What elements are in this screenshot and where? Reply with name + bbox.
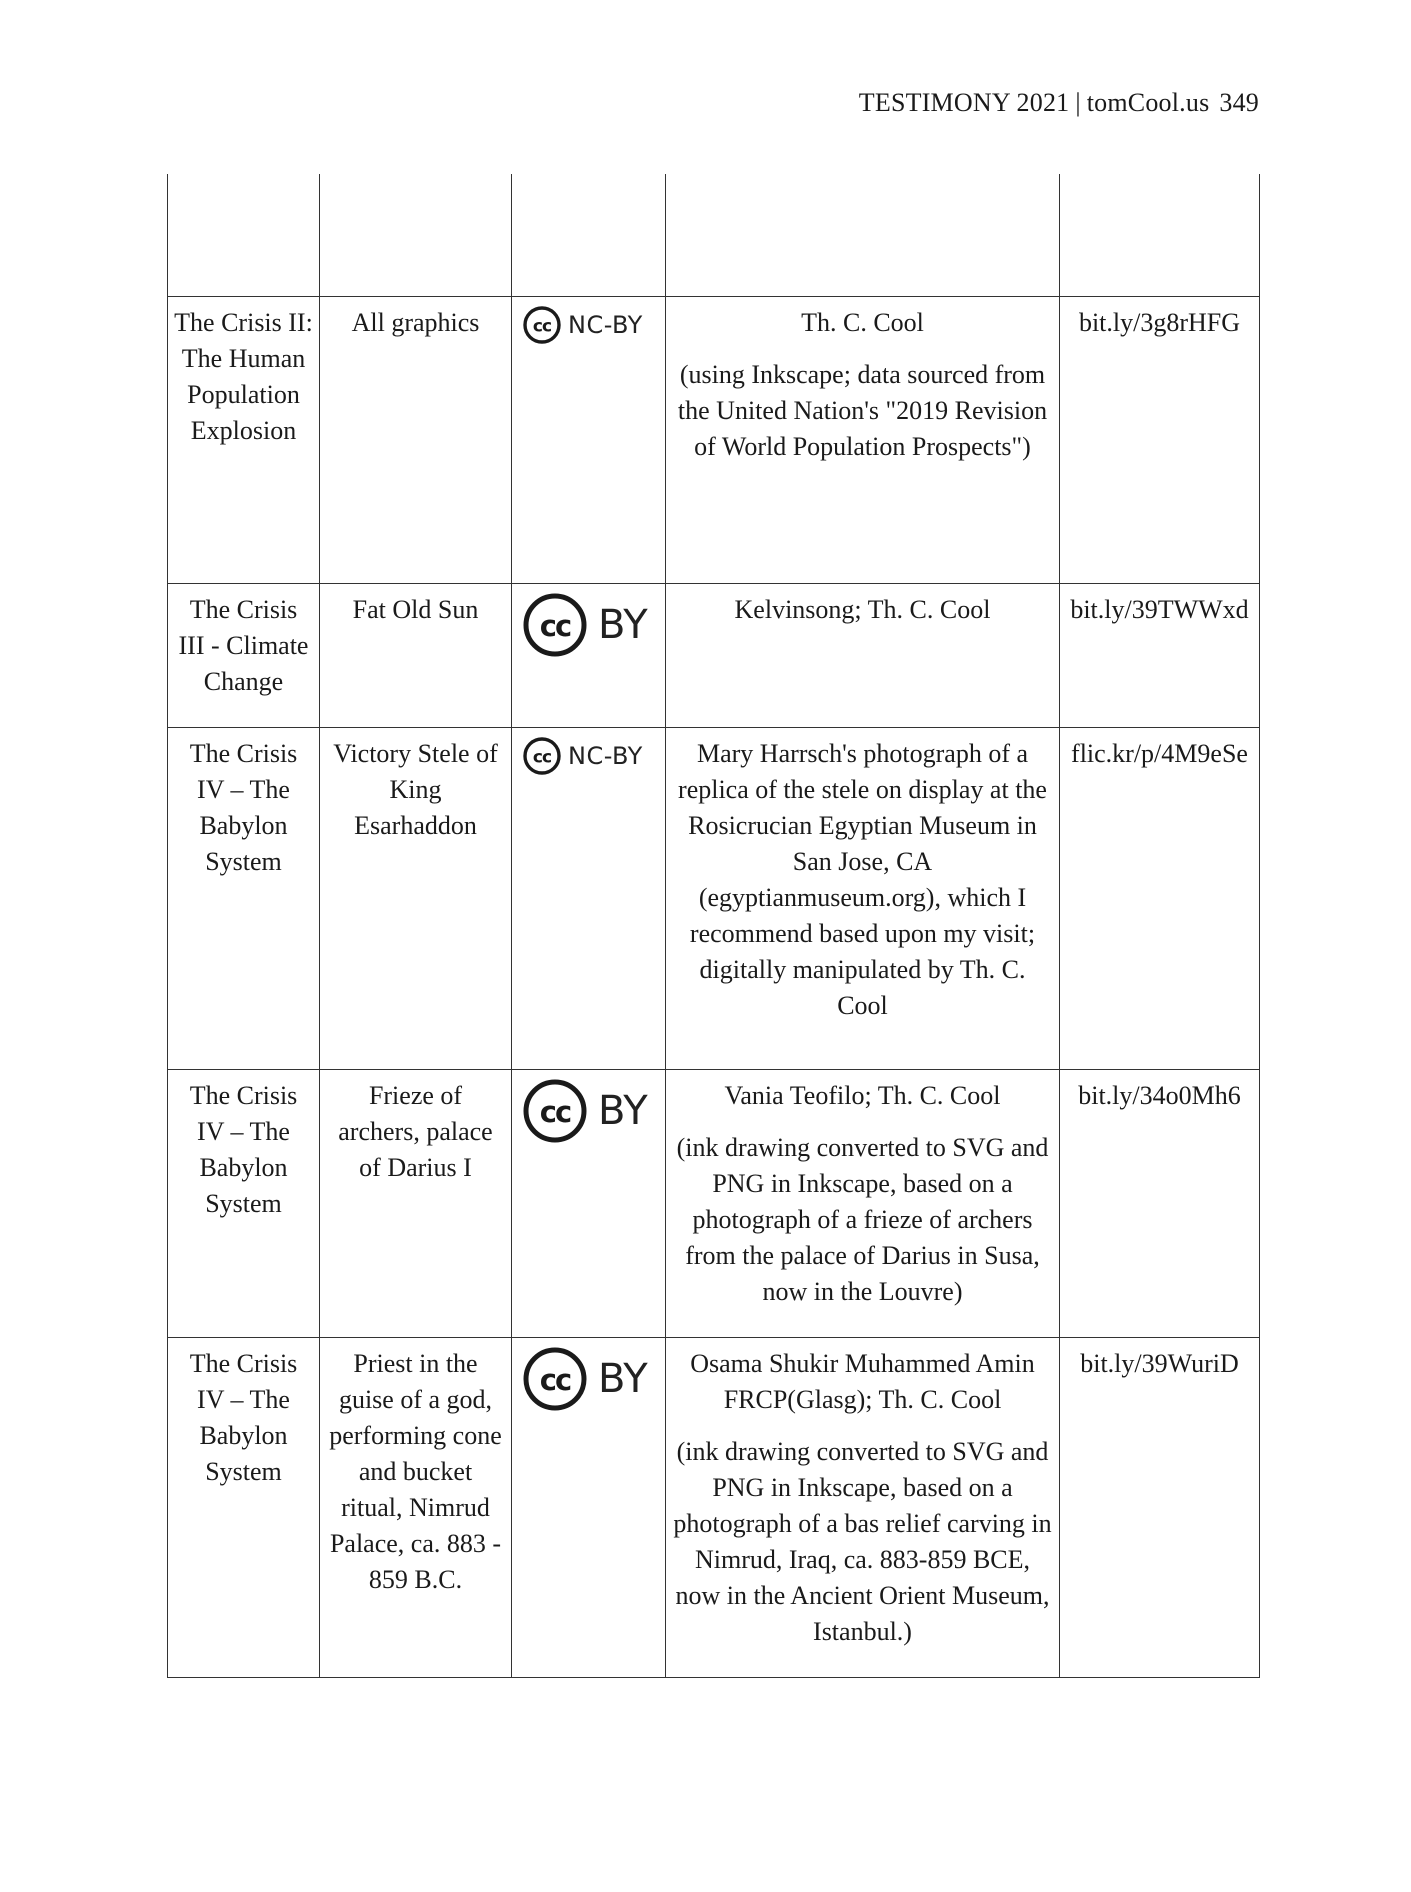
chapter-cell: The Crisis III - Climate Change <box>168 583 320 727</box>
link-cell: flic.kr/p/4M9eSe <box>1060 727 1260 1069</box>
header-site: tomCool.us <box>1086 88 1210 117</box>
table-row <box>168 1069 1260 1337</box>
creator-cell <box>666 1337 1060 1677</box>
cc-icon <box>522 592 588 658</box>
header-title: TESTIMONY 2021 <box>858 88 1070 117</box>
table-row <box>168 1337 1260 1677</box>
license-label: NC-BY <box>568 310 643 339</box>
creator-cell <box>666 1069 1060 1337</box>
cc-icon <box>522 1346 588 1412</box>
creator-note: (ink drawing converted to SVG and PNG in Inkscape, based on a photograph of a bas relief carving in Nimrud, Iraq, ca. 883-859 BCE, now in the Ancient Orient Museum, Istanbul.) <box>673 1436 1052 1646</box>
creator-text: Mary Harrsch's photograph of a replica of the stele on display at the Rosicrucian Egyptian Museum in San Jose, CA (egyptianmuseum.org), which I recommend based upon my visit; digitally manipulated by Th. C. Cool <box>678 738 1047 1020</box>
cc-icon <box>522 305 562 345</box>
license-cell <box>512 727 666 1069</box>
license-cell <box>512 583 666 727</box>
page-header <box>859 88 1259 118</box>
chapter-cell: The Crisis II: The Human Population Explosion <box>168 296 320 583</box>
title-cell: All graphics <box>320 296 512 583</box>
chapter-cell: The Crisis IV – The Babylon System <box>168 1069 320 1337</box>
table-cell <box>320 174 512 296</box>
table-row-continued <box>168 174 1260 296</box>
page-number: 349 <box>1219 88 1259 117</box>
title-cell: Frieze of archers, palace of Darius I <box>320 1069 512 1337</box>
creator-text: Th. C. Cool <box>801 307 924 337</box>
creator-text: Osama Shukir Muhammed Amin FRCP(Glasg); Th. C. Cool <box>690 1348 1035 1414</box>
license-label: BY <box>598 601 648 648</box>
license-label: BY <box>598 1087 648 1134</box>
link-cell: bit.ly/34o0Mh6 <box>1060 1069 1260 1337</box>
license-badge <box>518 1078 659 1144</box>
license-label: NC-BY <box>568 741 643 770</box>
license-label: BY <box>598 1355 648 1402</box>
credits-table <box>167 174 1260 1678</box>
cc-icon <box>522 736 562 776</box>
table-row <box>168 296 1260 583</box>
header-separator: | <box>1075 88 1081 117</box>
creator-cell <box>666 583 1060 727</box>
table-cell <box>1060 174 1260 296</box>
table-row <box>168 727 1260 1069</box>
svg-text:cc: cc <box>532 316 552 336</box>
creator-note: (ink drawing converted to SVG and PNG in Inkscape, based on a photograph of a frieze of archers from the palace of Darius in Susa, now in the Louvre) <box>676 1132 1049 1306</box>
title-cell: Victory Stele of King Esarhaddon <box>320 727 512 1069</box>
link-cell: bit.ly/39WuriD <box>1060 1337 1260 1677</box>
creator-text: Kelvinsong; Th. C. Cool <box>734 594 991 624</box>
link-cell: bit.ly/3g8rHFG <box>1060 296 1260 583</box>
license-cell <box>512 296 666 583</box>
creator-cell <box>666 296 1060 583</box>
license-badge <box>518 592 659 658</box>
chapter-cell: The Crisis IV – The Babylon System <box>168 1337 320 1677</box>
svg-text:cc: cc <box>539 608 571 643</box>
table-row <box>168 583 1260 727</box>
title-cell: Priest in the guise of a god, performing cone and bucket ritual, Nimrud Palace, ca. 883 - 859 B.C. <box>320 1337 512 1677</box>
title-cell: Fat Old Sun <box>320 583 512 727</box>
link-cell: bit.ly/39TWWxd <box>1060 583 1260 727</box>
svg-text:cc: cc <box>539 1094 571 1129</box>
creator-text: Vania Teofilo; Th. C. Cool <box>724 1080 1001 1110</box>
license-cell <box>512 1069 666 1337</box>
svg-text:cc: cc <box>532 747 552 767</box>
chapter-cell: The Crisis IV – The Babylon System <box>168 727 320 1069</box>
svg-text:cc: cc <box>539 1362 571 1397</box>
license-badge <box>518 1346 659 1412</box>
table-cell <box>666 174 1060 296</box>
cc-icon <box>522 1078 588 1144</box>
creator-cell <box>666 727 1060 1069</box>
license-badge <box>518 736 659 776</box>
table-cell <box>512 174 666 296</box>
creator-note: (using Inkscape; data sourced from the United Nation's "2019 Revision of World Population Prospects") <box>677 359 1048 461</box>
license-badge <box>518 305 659 345</box>
license-cell <box>512 1337 666 1677</box>
table-cell <box>168 174 320 296</box>
